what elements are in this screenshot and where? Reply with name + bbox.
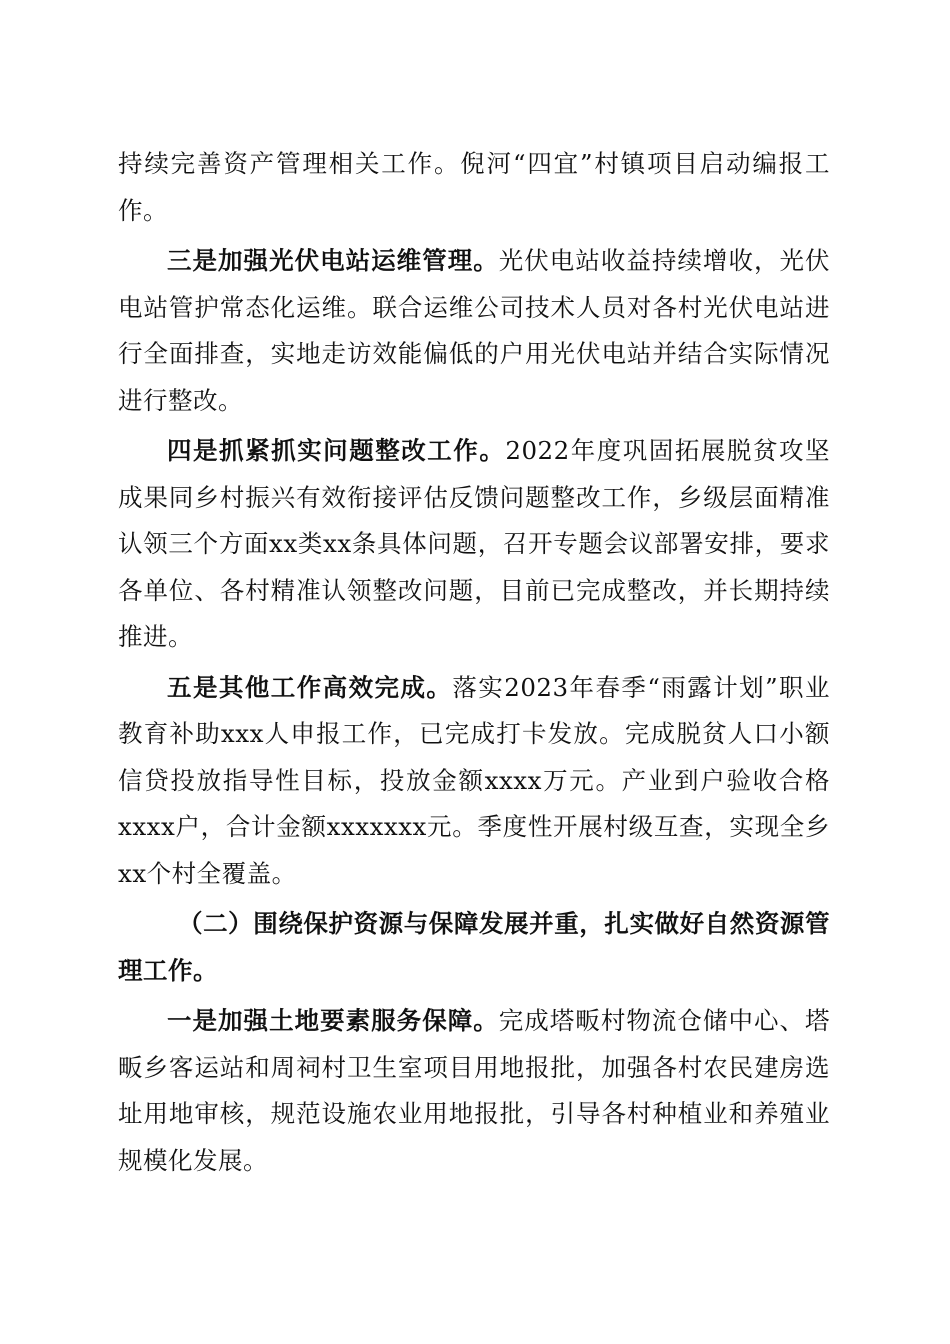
paragraph-other-work (118, 665, 830, 898)
paragraph-text: 完成塔畈村物流仓储中心、塔畈乡客运站和周祠村卫生室项目用地报批，加强各村农民建房选址用地审核，规范设施农业用地报批，引导各村种植业和养殖业规模化发展。 (118, 1006, 831, 1175)
paragraph-lead: 三是加强光伏电站运维管理。 (167, 246, 499, 275)
paragraph-pv-station (118, 238, 830, 424)
paragraph-asset-management (118, 141, 830, 234)
paragraph-text: 2022年度巩固拓展脱贫攻坚成果同乡村振兴有效衔接评估反馈问题整改工作，乡级层面精准认领三个方面xx类xx条具体问题，召开专题会议部署安排，要求各单位、各村精准认领整改问题，目前已完成整改，并长期持续推进。 (118, 436, 831, 651)
section-heading: （二）围绕保护资源与保障发展并重，扎实做好自然资源管理工作。 (118, 909, 830, 985)
paragraph-lead: 一是加强土地要素服务保障。 (167, 1006, 499, 1035)
paragraph-land-support (118, 998, 830, 1184)
paragraph-rectification (118, 428, 830, 661)
paragraph-lead: 四是抓紧抓实问题整改工作。 (167, 436, 506, 465)
document-body (118, 141, 830, 1184)
paragraph-lead: 五是其他工作高效完成。 (167, 672, 453, 702)
paragraph-text: 光伏电站收益持续增收，光伏电站管护常态化运维。联合运维公司技术人员对各村光伏电站进行全面排查，实地走访效能偏低的户用光伏电站并结合实际情况进行整改。 (118, 246, 831, 415)
paragraph-text: 持续完善资产管理相关工作。倪河“四宜”村镇项目启动编报工作。 (118, 149, 830, 225)
paragraph-text: 落实2023年春季“雨露计划”职业教育补助xxx人申报工作，已完成打卡发放。完成脱贫人口小额信贷投放指导性目标，投放金额xxxx万元。产业到户验收合格xxxx户，合计金额xxxxxxx元。季度性开展村级互查，实现全乡xx个村全覆盖。 (118, 672, 830, 888)
